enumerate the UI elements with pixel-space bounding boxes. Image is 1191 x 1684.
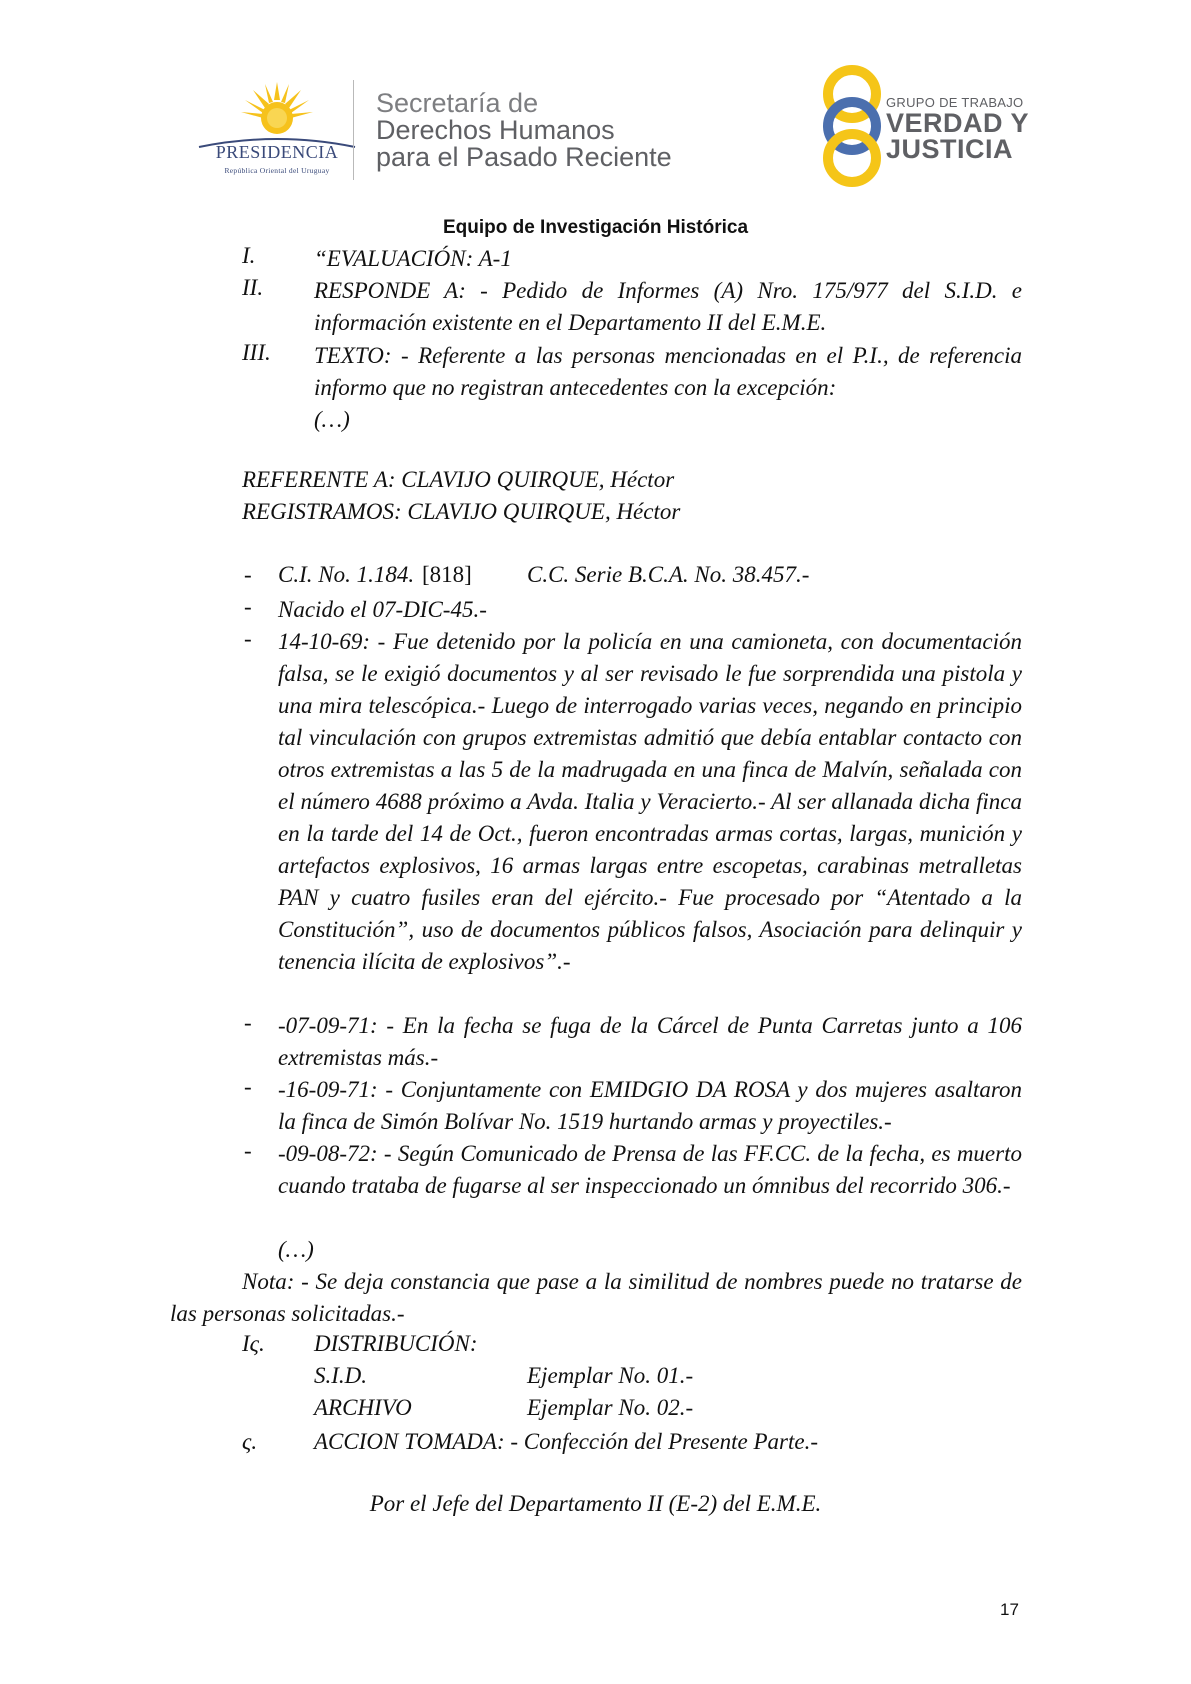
signature-line: Por el Jefe del Departamento II (E-2) del E.M.E. — [369, 1491, 822, 1516]
team-title: Equipo de Investigación Histórica — [442, 217, 749, 238]
grupo-trabajo-line-2: VERDAD Y — [886, 108, 1030, 138]
bullet-text: Nacido el 07-DIC-45.- — [278, 597, 487, 622]
bullet-dash: - — [244, 594, 252, 619]
distribucion-value: Ejemplar No. 01.- — [527, 1363, 694, 1388]
distribucion-value: Ejemplar No. 02.- — [527, 1395, 694, 1420]
ellipsis: (…) — [278, 1237, 314, 1262]
grupo-trabajo-line-1: GRUPO DE TRABAJO — [886, 95, 1024, 110]
nota-text: Nota: - Se deja constancia que pase a la similitud de nombres puede no tratarse de las personas solicitadas.- — [170, 1269, 1022, 1326]
bullet-dash: - — [244, 1074, 252, 1099]
distribucion-label: S.I.D. — [314, 1363, 368, 1388]
bullet-text: 14-10-69: - Fue detenido por la policía en una camioneta, con documentación falsa, se le exigió documentos y al ser revisado le fue sorprendida una pistola y una mira telescópica.- Luego de interrogado varias veces, negando en principio tal vinculación con grupos extremistas admitió que debía entablar contacto con otros extremistas a las 5 de la madrugada en una finca de Malvín, señalada con el número 4688 próximo a Avda. Italia y Veracierto.- Al ser allanada dicha finca en la tarde del 14 de Oct., fueron encontradas armas cortas, largas, munición y artefactos explosivos, 16 armas largas entre escopetas, carabinas metralletas PAN y cuatro fusiles eran del ejército.- Fue procesado por “Atentado a la Constitución”, uso de documentos públicos falsos, Asociación para delinquir y tenencia ilícita de explosivos”.- — [278, 629, 1022, 974]
sun-icon — [239, 78, 315, 138]
page-number: 17 — [1000, 1600, 1019, 1619]
secretaria-line-2: Derechos Humanos — [376, 115, 615, 145]
distribucion-label: ARCHIVO — [314, 1395, 412, 1420]
secretaria-line-1: Secretaría de — [376, 88, 539, 118]
section-number: Iς. — [242, 1331, 265, 1356]
distribucion-title: DISTRIBUCIÓN: — [314, 1331, 478, 1356]
secretaria-line-3: para el Pasado Reciente — [376, 142, 672, 172]
bullet-dash: - — [244, 1138, 252, 1163]
section-number: ς. — [242, 1429, 258, 1454]
ci-number: C.I. No. 1.184. — [278, 562, 415, 587]
presidencia-subtitle: República Oriental del Uruguay — [224, 166, 330, 175]
bullet-text: -07-09-71: - En la fecha se fuga de la Cárcel de Punta Carretas junto a 106 extremistas más.- — [278, 1013, 1022, 1070]
presidencia-name: PRESIDENCIA — [215, 142, 339, 162]
cc-number: C.C. Serie B.C.A. No. 38.457.- — [527, 562, 810, 587]
grupo-trabajo-title — [886, 95, 1029, 162]
rings-logo-icon — [815, 64, 890, 189]
section-number: II. — [242, 275, 264, 300]
section-number: I. — [242, 243, 256, 268]
bullet-dash: - — [244, 562, 252, 587]
bullet-dash: - — [244, 626, 252, 651]
section-text: “EVALUACIÓN: A-1 — [314, 246, 512, 271]
grupo-trabajo-line-3: JUSTICIA — [886, 134, 1014, 164]
accion-text: ACCION TOMADA: - Confección del Presente Parte.- — [314, 1429, 818, 1454]
referente: REFERENTE A: CLAVIJO QUIRQUE, Héctor — [242, 467, 675, 492]
bullet-dash: - — [244, 1010, 252, 1035]
presidencia-logo — [197, 78, 357, 178]
secretaria-title — [376, 90, 672, 171]
bullet-text: -09-08-72: - Según Comunicado de Prensa de las FF.CC. de la fecha, es muerto cuando trataba de fugarse al ser inspeccionado un ómnibus del recorrido 306.- — [278, 1141, 1022, 1198]
section-text: TEXTO: - Referente a las personas mencionadas en el P.I., de referencia informo que no registran antecedentes con la excepción: — [314, 343, 1022, 400]
ellipsis: (…) — [314, 407, 350, 432]
header-divider — [353, 80, 354, 180]
registramos: REGISTRAMOS: CLAVIJO QUIRQUE, Héctor — [242, 499, 681, 524]
section-text: RESPONDE A: - Pedido de Informes (A) Nro. 175/977 del S.I.D. e información existente en el Departamento II del E.M.E. — [314, 278, 1022, 335]
page-header — [0, 0, 1191, 238]
section-number: III. — [242, 340, 271, 365]
ci-bracket: [818] — [422, 562, 472, 587]
bullet-text: -16-09-71: - Conjuntamente con EMIDGIO DA ROSA y dos mujeres asaltaron la finca de Simón Bolívar No. 1519 hurtando armas y proyectiles.- — [278, 1077, 1022, 1134]
